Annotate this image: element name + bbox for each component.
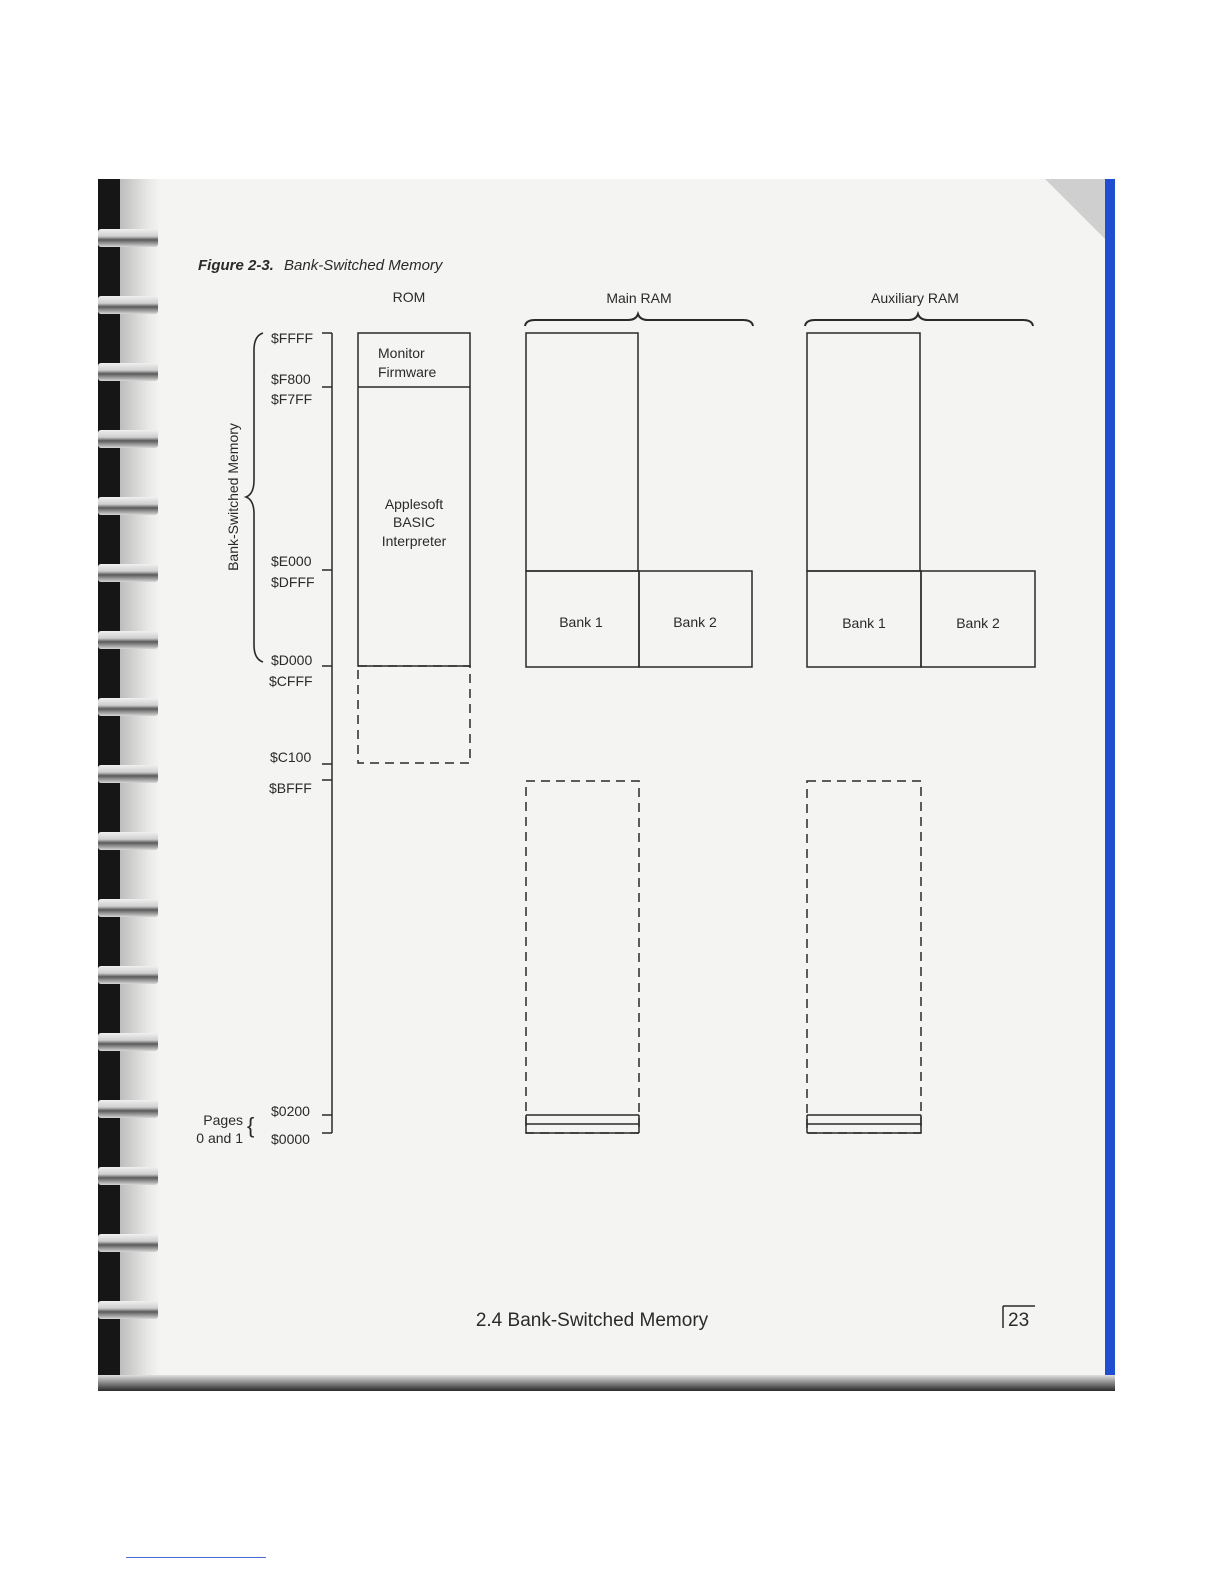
aux-ram-lower-dashed (807, 781, 921, 1133)
footnote-rule (126, 1557, 266, 1558)
page-number: 23 (1008, 1310, 1030, 1331)
footer-section-title: 2.4 Bank-Switched Memory (475, 1310, 709, 1331)
monitor-label: Monitor (378, 345, 425, 361)
address-c100: $C100 (270, 749, 312, 765)
bank-switched-brace (246, 333, 263, 662)
address-f800: $F800 (271, 371, 311, 387)
address-e000: $E000 (271, 553, 312, 569)
figure-title: Bank-Switched Memory (284, 257, 443, 274)
aux-ram-bank1-label: Bank 1 (842, 615, 886, 631)
main-ram-brace (525, 314, 753, 326)
main-ram-bank2-label: Bank 2 (673, 614, 717, 630)
basic-label: BASIC (392, 514, 436, 530)
main-ram-upper-block (526, 333, 638, 571)
address-0000: $0000 (271, 1131, 310, 1147)
figure-number: Figure 2-3. (198, 257, 274, 274)
bank-switched-side-label: Bank-Switched Memory (225, 423, 241, 571)
pages-label-line1: Pages (203, 1112, 243, 1128)
aux-ram-bank2-label: Bank 2 (956, 615, 1000, 631)
address-d000: $D000 (271, 652, 313, 668)
aux-ram-upper-block (807, 333, 920, 571)
address-bfff: $BFFF (269, 780, 312, 796)
address-cfff: $CFFF (269, 673, 313, 689)
auxiliary-ram-brace (805, 314, 1033, 326)
address-f7ff: $F7FF (271, 391, 313, 407)
rom-io-region-dashed (358, 666, 470, 763)
firmware-label: Firmware (378, 364, 437, 380)
main-ram-bank1-label: Bank 1 (559, 614, 603, 630)
main-ram-header: Main RAM (606, 290, 672, 306)
pages-label-line2: 0 and 1 (196, 1130, 243, 1146)
rom-header: ROM (392, 289, 426, 305)
address-dfff: $DFFF (271, 574, 315, 590)
address-0200: $0200 (271, 1103, 310, 1119)
interpreter-label: Interpreter (381, 533, 447, 549)
applesoft-label: Applesoft (384, 496, 444, 512)
main-ram-lower-dashed (526, 781, 639, 1133)
figure-caption (198, 257, 444, 274)
auxiliary-ram-header: Auxiliary RAM (871, 290, 959, 306)
pages-brace-icon: { (247, 1113, 255, 1138)
address-ffff: $FFFF (271, 330, 313, 346)
